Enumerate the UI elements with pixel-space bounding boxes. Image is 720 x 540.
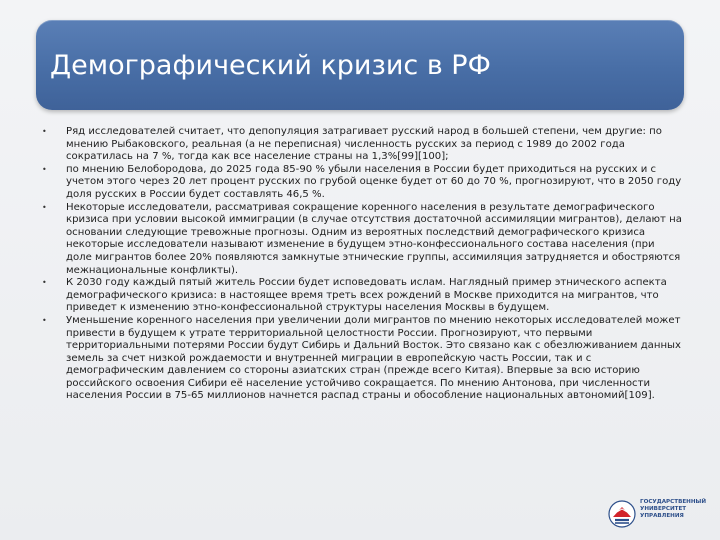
logo-line: УНИВЕРСИТЕТ [640,506,687,512]
university-logo-icon [608,500,636,528]
bullet-text: Ряд исследователей считает, что депопуляция затрагивает русский народ в большей степени, чем другие: по мнению Рыбаковского, реальная (а не переписная) численность русских за период с 1989 до 2002 года сократилась на 7 %, тогда как все население страны на 1,3%[99][100]; [66,126,662,163]
bullet-text: по мнению Белобородова, до 2025 года 85-90 % убыли населения в России будет приходиться на русских и с учетом этого через 20 лет процент русских по грубой оценке будет от 60 до 70 %, прогнозируют, что в 2050 году доля русских в России будет составлять 46,5 %. [66,163,682,200]
bullet-item [38,126,682,164]
logo-text [640,499,710,520]
bullet-item [38,202,682,278]
bullet-icon: • [42,202,47,212]
bullet-icon: • [42,127,47,136]
bullet-item [38,164,682,202]
bullet-icon: • [42,278,47,288]
bullet-text: Некоторые исследователи, рассматривая сокращение коренного населения в результате демографического кризиса при условии высокой иммиграции (в случае отсутствия достаточной ассимиляции мигрантов), делают на основании следующие тревожные прогнозы. Одним из вероятных последствий демографического кризиса некоторые исследователи называют изменение в будущем этно-конфессионального состава населения (при доле мигрантов более 20% появляются замкнутые этнические группы, ассимиляция затрудняется и обостряются межнациональные конфликты). [66,201,682,276]
bullet-item [38,315,682,403]
logo-line: УПРАВЛЕНИЯ [640,513,684,519]
bullet-icon: • [42,315,47,325]
bullet-icon: • [42,164,47,174]
bullet-text: К 2030 году каждый пятый житель России будет исповедовать ислам. Наглядный пример этнического аспекта демографического кризиса: в настоящее время треть всех рождений в Москве приходится на мигрантов, что приведет к изменению этно-конфессиональной структуры населения Москвы в будущем. [66,277,667,314]
title-banner [36,20,684,110]
bullet-text: Уменьшение коренного населения при увеличении доли мигрантов по мнению некоторых исследователей может привести в будущем к утрате территориальной целостности России. Прогнозируют, что первыми территориальными потерями России будут Сибирь и Дальний Восток. Это связано как с обезлюживанием данных земель за счет низкой рождаемости и внутренней миграции в европейскую часть России, так и с демографическим давлением со стороны азиатских стран (прежде всего Китая). Впервые за всю историю российского освоения Сибири её население устойчиво сокращается. По мнению Антонова, при численности населения России в 75-65 миллионов начнется распад страны и обособление национальных автономий[109]. [66,314,681,402]
university-logo [608,498,708,530]
bullet-item [38,277,682,315]
logo-line: ГОСУДАРСТВЕННЫЙ [640,499,706,505]
bullet-list [38,126,682,403]
slide-title: Демографический кризис в РФ [50,50,491,81]
